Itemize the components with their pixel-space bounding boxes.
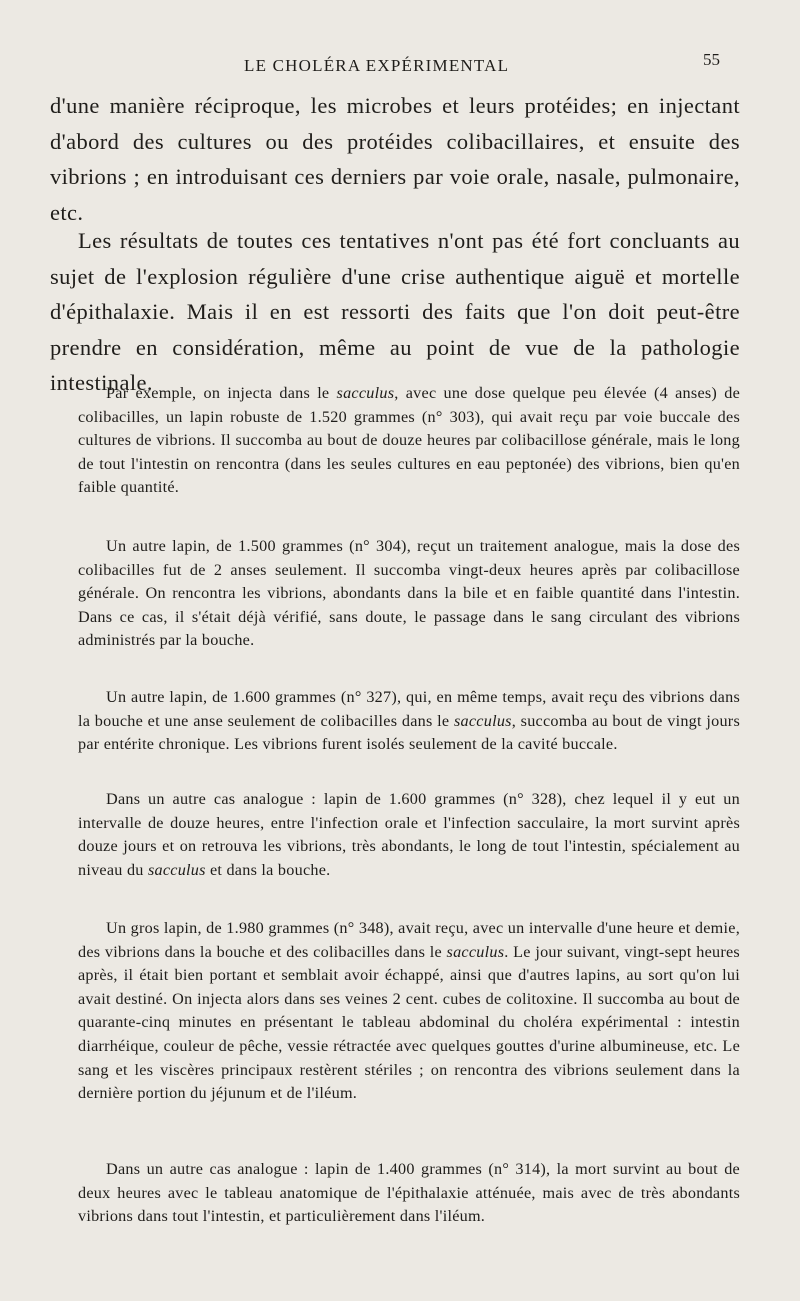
text-run: Un gros lapin, de 1.980 grammes (n° 348), avait reçu, avec un intervalle d'une heure et demie, des vibrions dans la bouche et des colibacilles dans le	[78, 919, 740, 961]
text-run: Dans un autre cas analogue : lapin de 1.600 grammes (n° 328), chez lequel il y eut un intervalle de douze heures, entre l'infection orale et l'infection sacculaire, la mort survint après douze jours et on retrouva les vibrions, très abondants, le long de tout l'intestin, spécialement au niveau du	[78, 790, 740, 879]
case-314-paragraph: Dans un autre cas analogue : lapin de 1.400 grammes (n° 314), la mort survint au bout de deux heures avec le tableau anatomique de l'épithalaxie atténuée, mais avec de très abondants vibrions dans tout l'intestin, et particulièrement dans l'iléum.	[78, 1160, 740, 1226]
case-348-paragraph	[78, 917, 740, 1106]
italic-term: sacculus	[446, 942, 505, 961]
case-327-paragraph	[78, 686, 740, 757]
text-run: Par exemple, on injecta dans le	[106, 384, 337, 402]
case-304-paragraph: Un autre lapin, de 1.500 grammes (n° 304), reçut un traitement analogue, mais la dose des colibacilles fut de 2 anses seulement. Il succomba vingt-deux heures après par colibacillose générale. On rencontra les vibrions, abondants dans la bile et en faible quantité dans l'intestin. Dans ce cas, il s'était déjà vérifié, sans doute, le passage dans le sang circulant des vibrions administrés par la bouche.	[78, 537, 740, 650]
text-run: . Le jour suivant, vingt-sept heures après, il était bien portant et semblait avoir échappé, ainsi que d'autres lapins, au sort qu'on lui avait destiné. On injecta alors dans ses veines 2 cent. cubes de colitoxine. Il succomba au bout de quarante-cinq minutes en présentant le tableau abdominal du choléra expérimental : intestin diarrhéique, couleur de pêche, vessie rétractée avec quelques gouttes d'urine albumineuse, etc. Le sang et les viscères principaux restèrent stériles ; on rencontra des vibrions seulement dans la dernière portion du jéjunum et de l'iléum.	[78, 942, 740, 1103]
paragraph-continuation: d'une manière réciproque, les microbes et leurs protéides; en injectant d'abord des cultures ou des protéides colibacillaires, et ensuite des vibrions ; en introduisant ces derniers par voie orale, nasale, pulmonaire, etc.	[50, 93, 740, 225]
text-run: , avec une dose quelque peu élevée (4 anses) de colibacilles, un lapin robuste de 1.520 grammes (n° 303), qui avait reçu par voie buccale des cultures de vibrions. Il succomba au bout de douze heures par colibacillose générale, mais le long de tout l'intestin on rencontra (dans les seules cultures en eau peptonée) des vibrions, bien qu'en faible quantité.	[78, 384, 741, 497]
text-run: Un autre lapin, de 1.600 grammes (n° 327), qui, en même temps, avait reçu des vibrions dans la bouche et une anse seulement de colibacilles dans le	[78, 688, 740, 730]
running-title: LE CHOLÉRA EXPÉRIMENTAL	[244, 56, 510, 75]
text-run: et dans la bouche.	[205, 860, 331, 879]
italic-term: sacculus	[453, 711, 512, 730]
page-number: 55	[703, 50, 720, 69]
italic-term: sacculus	[147, 860, 206, 879]
paragraph-results: Les résultats de toutes ces tentatives n'ont pas été fort concluants au sujet de l'explosion régulière d'une crise authentique aiguë et mortelle d'épithalaxie. Mais il en est ressorti des faits que l'on doit peut-être prendre en considération, même au point de vue de la pathologie intestinale.	[50, 228, 740, 395]
case-328-paragraph	[78, 788, 740, 882]
italic-term: sacculus	[336, 384, 395, 402]
text-run: , succomba au bout de vingt jours par entérite chronique. Les vibrions furent isolés seulement de la cavité buccale.	[78, 711, 741, 754]
case-303-paragraph	[78, 382, 740, 500]
